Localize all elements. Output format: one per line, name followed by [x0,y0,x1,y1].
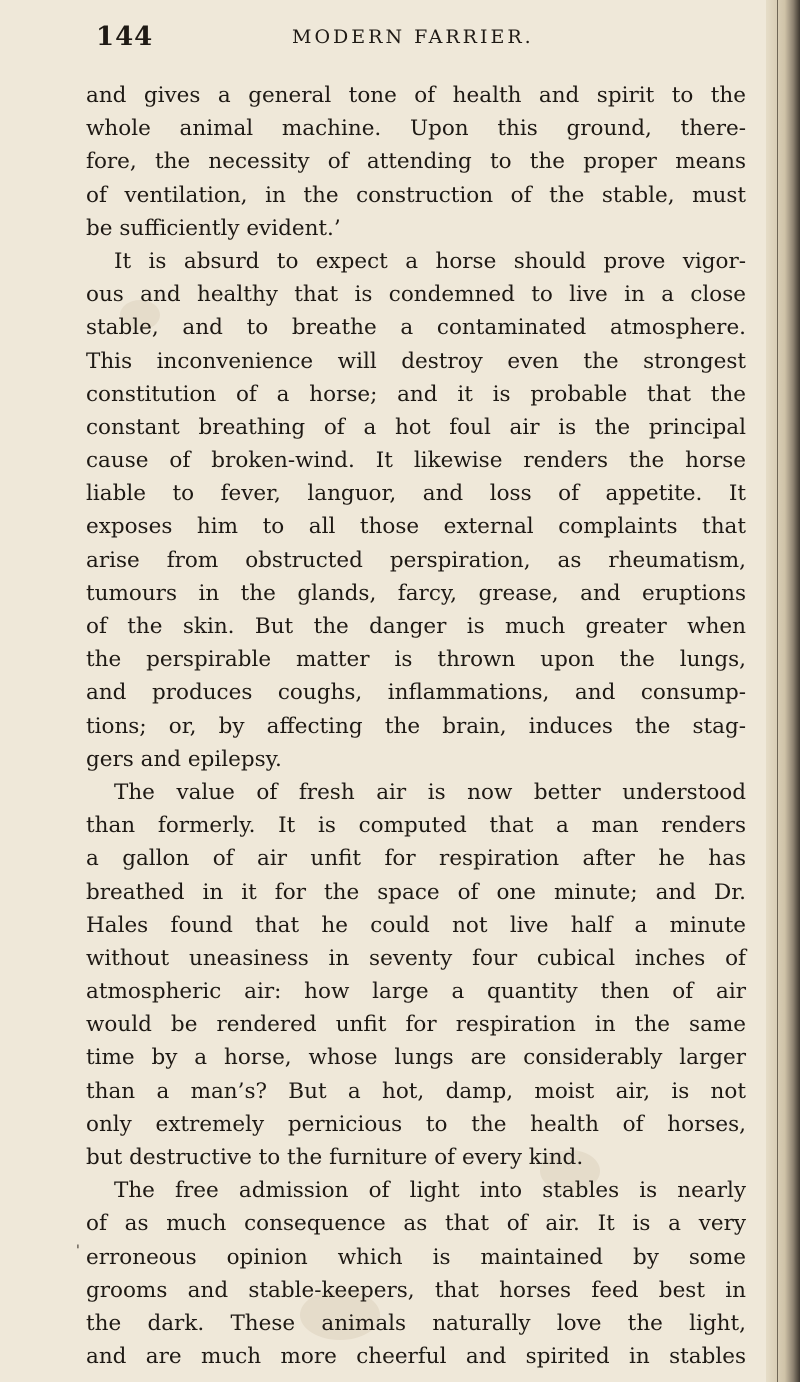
text-line: and produces coughs, inflammations, and consump- [86,680,746,706]
page-number: 144 [96,22,154,52]
text-line: of the skin. But the danger is much greater when [86,614,746,639]
text-line: It is absurd to expect a horse should prove vigor- [114,248,746,274]
text-line: would be rendered unfit for respiration in the same [86,1012,746,1038]
text-line: tions; or, by affecting the brain, induces the stag- [86,713,746,739]
text-line: The free admission of light into stables is nearly [114,1178,746,1204]
text-line: exposes him to all those external complaints that [86,514,746,540]
text-line: a gallon of air unfit for respiration after he has [86,846,746,872]
body-text [86,79,746,1373]
text-line: and are much more cheerful and spirited in stables [86,1344,746,1370]
text-line: of as much consequence as that of air. It is a very [86,1211,746,1237]
text-line: only extremely pernicious to the health of horses, [86,1111,746,1137]
text-line: This inconvenience will destroy even the strongest [86,348,746,374]
running-head [96,22,596,52]
text-line: stable, and to breathe a contaminated atmosphere. [86,315,746,341]
text-line: constant breathing of a hot foul air is the principal [86,414,746,440]
text-line: fore, the necessity of attending to the proper means [86,149,746,175]
text-line: erroneous opinion which is maintained by some [86,1244,746,1270]
text-line: cause of broken-wind. It likewise renders the horse [86,448,746,474]
text-line: time by a horse, whose lungs are considerably larger [86,1045,746,1071]
text-line: ous and healthy that is condemned to live in a close [86,282,746,308]
text-line: liable to fever, languor, and loss of appetite. It [86,481,746,507]
text-line: but destructive to the furniture of every kind. [86,1145,584,1170]
text-line: Hales found that he could not live half a minute [86,912,746,938]
text-line: the dark. These animals naturally love the light, [86,1310,746,1336]
text-line: and gives a general tone of health and spirit to the [86,83,746,108]
text-line: than a man’s? But a hot, damp, moist air, is not [86,1078,746,1104]
stray-mark: ' [76,1243,80,1259]
text-line: of ventilation, in the construction of the stable, must [86,182,746,208]
text-line: constitution of a horse; and it is probable that the [86,381,746,407]
book-gutter [766,0,800,1382]
text-line: atmospheric air: how large a quantity then of air [86,979,746,1005]
gutter-edge-line [777,0,778,1382]
text-line: tumours in the glands, farcy, grease, and eruptions [86,580,746,606]
text-line: gers and epilepsy. [86,746,282,772]
text-line: arise from obstructed perspiration, as rheumatism, [86,547,746,573]
text-line: the perspirable matter is thrown upon the lungs, [86,647,746,673]
text-line: without uneasiness in seventy four cubical inches of [86,945,746,971]
text-line: grooms and stable-keepers, that horses feed best in [86,1277,746,1303]
text-line: whole animal machine. Upon this ground, there- [86,116,746,142]
text-line: be sufficiently evident.’ [86,215,341,241]
text-line: than formerly. It is computed that a man renders [86,813,746,839]
text-line: The value of fresh air is now better understood [114,779,746,805]
running-title: MODERN FARRIER. [292,26,534,48]
text-line: breathed in it for the space of one minute; and Dr. [86,879,746,905]
